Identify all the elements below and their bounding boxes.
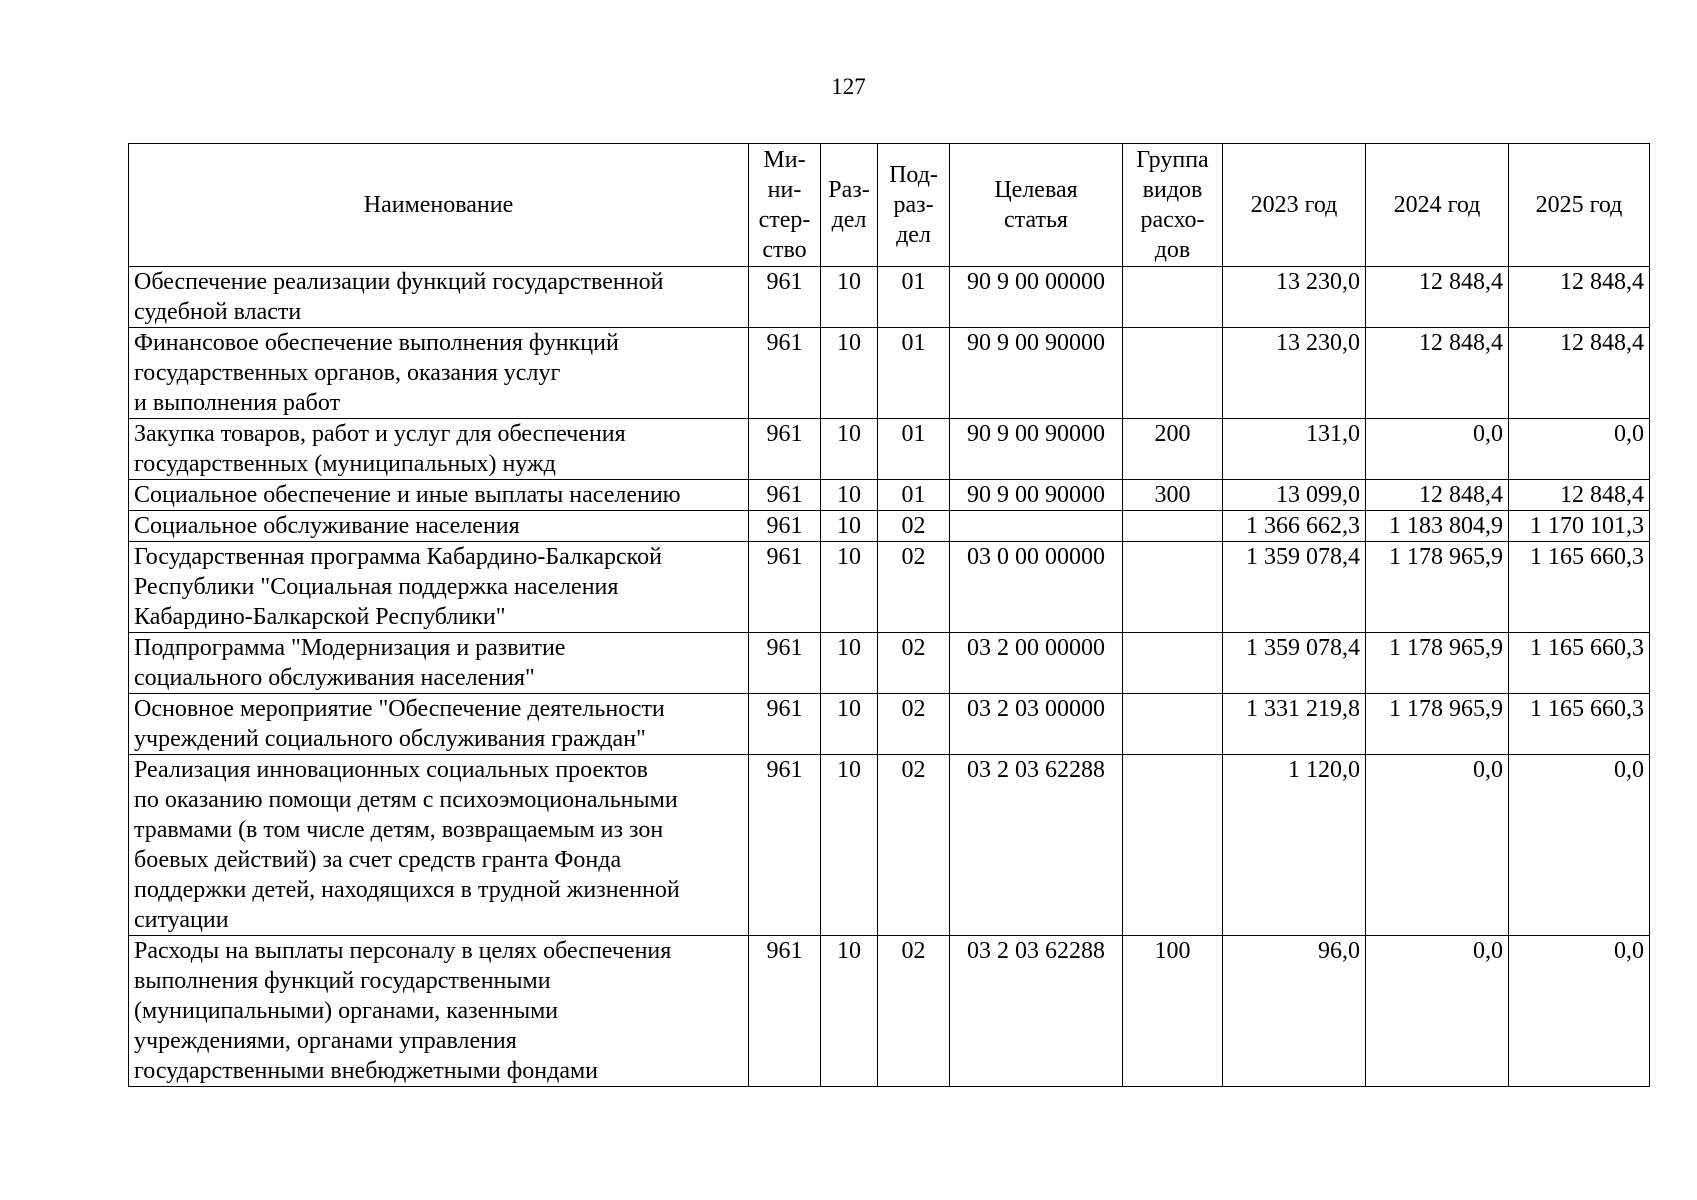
cell-year-2023: 1 366 662,3 xyxy=(1223,511,1366,542)
cell-ministry: 961 xyxy=(749,633,821,694)
header-line: дел xyxy=(896,222,931,248)
cell-subsection: 02 xyxy=(878,694,950,755)
cell-year-2024: 1 178 965,9 xyxy=(1366,542,1509,633)
header-line: 2023 год xyxy=(1250,192,1338,218)
header-line: Под- xyxy=(889,162,938,188)
cell-section: 10 xyxy=(821,480,878,511)
cell-subsection: 02 xyxy=(878,755,950,936)
cell-expense-group xyxy=(1123,511,1223,542)
cell-ministry: 961 xyxy=(749,755,821,936)
cell-name xyxy=(129,633,749,694)
name-line: Расходы на выплаты персоналу в целях обеспечения xyxy=(134,938,672,964)
cell-target-article: 03 2 03 00000 xyxy=(950,694,1123,755)
cell-name xyxy=(129,755,749,936)
header-year-2025 xyxy=(1509,144,1650,267)
cell-year-2024: 12 848,4 xyxy=(1366,328,1509,419)
name-line: социального обслуживания населения" xyxy=(134,665,535,691)
cell-subsection: 02 xyxy=(878,511,950,542)
cell-section: 10 xyxy=(821,267,878,328)
name-line: Социальное обеспечение и иные выплаты населению xyxy=(134,482,681,508)
cell-expense-group xyxy=(1123,542,1223,633)
cell-name xyxy=(129,511,749,542)
cell-subsection: 01 xyxy=(878,480,950,511)
cell-year-2024: 0,0 xyxy=(1366,755,1509,936)
name-line: Подпрограмма "Модернизация и развитие xyxy=(134,635,566,661)
cell-ministry: 961 xyxy=(749,267,821,328)
header-line: Ми- xyxy=(763,147,806,173)
cell-year-2025: 1 165 660,3 xyxy=(1509,694,1650,755)
cell-section: 10 xyxy=(821,936,878,1087)
table-row xyxy=(129,511,1650,542)
cell-target-article: 90 9 00 90000 xyxy=(950,328,1123,419)
cell-expense-group xyxy=(1123,694,1223,755)
name-line: травмами (в том числе детям, возвращаемым из зон xyxy=(134,817,664,843)
name-line: государственных органов, оказания услуг xyxy=(134,360,561,386)
cell-name xyxy=(129,936,749,1087)
header-subsection xyxy=(878,144,950,267)
table-row xyxy=(129,419,1650,480)
table-header-row xyxy=(129,144,1650,267)
cell-year-2023: 96,0 xyxy=(1223,936,1366,1087)
cell-year-2023: 1 359 078,4 xyxy=(1223,542,1366,633)
cell-section: 10 xyxy=(821,694,878,755)
cell-section: 10 xyxy=(821,511,878,542)
header-year-2023 xyxy=(1223,144,1366,267)
cell-year-2025: 1 165 660,3 xyxy=(1509,633,1650,694)
header-line: Целевая xyxy=(994,177,1078,203)
cell-expense-group xyxy=(1123,633,1223,694)
name-line: Основное мероприятие "Обеспечение деятельности xyxy=(134,696,665,722)
cell-target-article: 90 9 00 00000 xyxy=(950,267,1123,328)
header-line: 2025 год xyxy=(1535,192,1623,218)
cell-year-2023: 1 120,0 xyxy=(1223,755,1366,936)
cell-year-2023: 13 099,0 xyxy=(1223,480,1366,511)
header-name xyxy=(129,144,749,267)
name-line: Обеспечение реализации функций государственной xyxy=(134,269,664,295)
cell-section: 10 xyxy=(821,419,878,480)
table-row xyxy=(129,633,1650,694)
cell-expense-group: 200 xyxy=(1123,419,1223,480)
table-row xyxy=(129,755,1650,936)
cell-year-2024: 12 848,4 xyxy=(1366,480,1509,511)
header-year-2024 xyxy=(1366,144,1509,267)
cell-expense-group xyxy=(1123,267,1223,328)
cell-target-article: 90 9 00 90000 xyxy=(950,419,1123,480)
cell-target-article: 03 2 00 00000 xyxy=(950,633,1123,694)
cell-ministry: 961 xyxy=(749,480,821,511)
header-line: расхо- xyxy=(1140,207,1205,233)
cell-year-2024: 0,0 xyxy=(1366,419,1509,480)
name-line: ситуации xyxy=(134,907,229,933)
cell-target-article: 03 2 03 62288 xyxy=(950,755,1123,936)
cell-year-2025: 12 848,4 xyxy=(1509,267,1650,328)
table-row xyxy=(129,694,1650,755)
header-line: Наименование xyxy=(363,192,514,218)
cell-name xyxy=(129,419,749,480)
table-row xyxy=(129,542,1650,633)
cell-subsection: 01 xyxy=(878,419,950,480)
cell-year-2024: 1 178 965,9 xyxy=(1366,694,1509,755)
name-line: судебной власти xyxy=(134,299,302,325)
name-line: (муниципальными) органами, казенными xyxy=(134,998,559,1024)
cell-ministry: 961 xyxy=(749,694,821,755)
name-line: и выполнения работ xyxy=(134,390,341,416)
cell-target-article: 03 2 03 62288 xyxy=(950,936,1123,1087)
name-line: поддержки детей, находящихся в трудной жизненной xyxy=(134,877,680,903)
name-line: государственных (муниципальных) нужд xyxy=(134,451,556,477)
table-row xyxy=(129,480,1650,511)
cell-name xyxy=(129,328,749,419)
header-line: статья xyxy=(1004,207,1068,233)
cell-year-2025: 0,0 xyxy=(1509,419,1650,480)
cell-year-2023: 1 359 078,4 xyxy=(1223,633,1366,694)
cell-year-2023: 131,0 xyxy=(1223,419,1366,480)
cell-expense-group xyxy=(1123,755,1223,936)
name-line: выполнения функций государственными xyxy=(134,968,551,994)
table-body xyxy=(129,267,1650,1087)
table-row xyxy=(129,328,1650,419)
table-row xyxy=(129,936,1650,1087)
cell-year-2025: 12 848,4 xyxy=(1509,480,1650,511)
name-line: Республики "Социальная поддержка населения xyxy=(134,574,619,600)
name-line: боевых действий) за счет средств гранта Фонда xyxy=(134,847,622,873)
header-line: дел xyxy=(831,207,867,233)
name-line: Закупка товаров, работ и услуг для обеспечения xyxy=(134,421,626,447)
cell-year-2024: 1 183 804,9 xyxy=(1366,511,1509,542)
cell-section: 10 xyxy=(821,755,878,936)
cell-year-2025: 0,0 xyxy=(1509,936,1650,1087)
cell-target-article: 90 9 00 90000 xyxy=(950,480,1123,511)
cell-ministry: 961 xyxy=(749,542,821,633)
cell-year-2024: 0,0 xyxy=(1366,936,1509,1087)
header-line: ни- xyxy=(767,177,802,203)
cell-name xyxy=(129,480,749,511)
cell-year-2024: 1 178 965,9 xyxy=(1366,633,1509,694)
name-line: Кабардино-Балкарской Республики" xyxy=(134,604,506,630)
cell-expense-group: 100 xyxy=(1123,936,1223,1087)
cell-section: 10 xyxy=(821,328,878,419)
header-line: 2024 год xyxy=(1393,192,1481,218)
cell-subsection: 02 xyxy=(878,542,950,633)
name-line: Социальное обслуживание населения xyxy=(134,513,520,539)
name-line: Реализация инновационных социальных проектов xyxy=(134,757,648,783)
header-ministry xyxy=(749,144,821,267)
cell-section: 10 xyxy=(821,633,878,694)
cell-ministry: 961 xyxy=(749,936,821,1087)
cell-name xyxy=(129,267,749,328)
cell-section: 10 xyxy=(821,542,878,633)
cell-expense-group xyxy=(1123,328,1223,419)
cell-subsection: 01 xyxy=(878,267,950,328)
cell-target-article xyxy=(950,511,1123,542)
cell-year-2025: 0,0 xyxy=(1509,755,1650,936)
header-line: ство xyxy=(762,237,807,263)
name-line: Государственная программа Кабардино-Балкарской xyxy=(134,544,662,570)
name-line: Финансовое обеспечение выполнения функций xyxy=(134,330,619,356)
cell-expense-group: 300 xyxy=(1123,480,1223,511)
header-line: видов xyxy=(1142,177,1203,203)
cell-year-2025: 1 170 101,3 xyxy=(1509,511,1650,542)
cell-ministry: 961 xyxy=(749,328,821,419)
cell-year-2023: 1 331 219,8 xyxy=(1223,694,1366,755)
name-line: государственными внебюджетными фондами xyxy=(134,1058,599,1084)
name-line: учреждениями, органами управления xyxy=(134,1028,517,1054)
header-line: раз- xyxy=(893,192,934,218)
table-row xyxy=(129,267,1650,328)
budget-table xyxy=(128,143,1650,1087)
cell-subsection: 02 xyxy=(878,936,950,1087)
cell-name xyxy=(129,542,749,633)
cell-year-2024: 12 848,4 xyxy=(1366,267,1509,328)
header-line: стер- xyxy=(758,207,811,233)
name-line: учреждений социального обслуживания граждан" xyxy=(134,726,646,752)
cell-year-2025: 1 165 660,3 xyxy=(1509,542,1650,633)
header-target-article xyxy=(950,144,1123,267)
cell-ministry: 961 xyxy=(749,419,821,480)
cell-subsection: 02 xyxy=(878,633,950,694)
header-section xyxy=(821,144,878,267)
header-expense-group xyxy=(1123,144,1223,267)
cell-subsection: 01 xyxy=(878,328,950,419)
header-line: Раз- xyxy=(828,177,870,203)
header-line: Группа xyxy=(1136,147,1209,173)
cell-target-article: 03 0 00 00000 xyxy=(950,542,1123,633)
name-line: по оказанию помощи детям с психоэмоциональными xyxy=(134,787,678,813)
cell-year-2023: 13 230,0 xyxy=(1223,267,1366,328)
header-line: дов xyxy=(1154,237,1191,263)
cell-year-2023: 13 230,0 xyxy=(1223,328,1366,419)
page-number: 127 xyxy=(831,74,866,99)
cell-year-2025: 12 848,4 xyxy=(1509,328,1650,419)
cell-name xyxy=(129,694,749,755)
cell-ministry: 961 xyxy=(749,511,821,542)
